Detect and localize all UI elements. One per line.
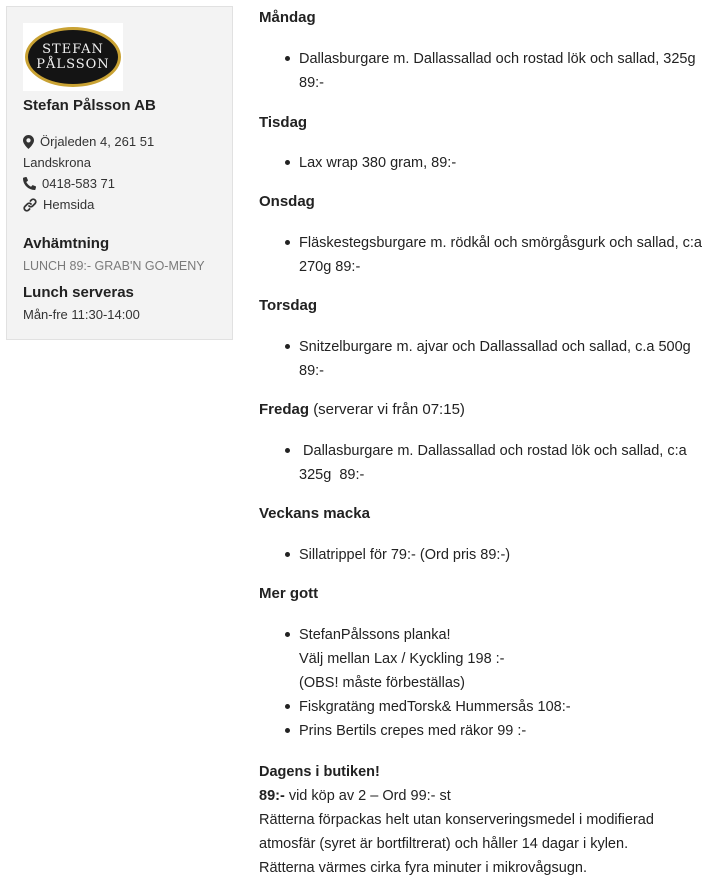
menu-item-wednesday: Fläskestegsburgare m. rödkål och smörgåsgurk och sallad, c:a 270g 89:-	[299, 231, 711, 279]
address-line2: Landskrona	[23, 155, 91, 170]
more-item-gratin: Fiskgratäng medTorsk& Hummersås 108:-	[299, 695, 711, 719]
pickup-heading: Avhämtning	[23, 235, 110, 252]
address-line1: Örjaleden 4, 261 51	[40, 134, 155, 149]
shop-text-line3: atmosfär (syret är bortfiltrerat) och håller 14 dagar i kylen.	[259, 836, 629, 852]
platter-line2: Välj mellan Lax / Kyckling 198 :-	[299, 651, 505, 667]
shop-section	[259, 760, 714, 880]
platter-line1: StefanPålssons planka!	[299, 627, 451, 643]
day-heading-wednesday: Onsdag	[259, 193, 315, 210]
platter-line3: (OBS! måste förbeställas)	[299, 675, 465, 691]
day-heading-thursday: Torsdag	[259, 297, 318, 314]
logo-text-line1: STEFAN	[42, 42, 104, 57]
restaurant-info-panel	[6, 6, 233, 340]
menu-item-monday: Dallasburgare m. Dallassallad och rostad lök och sallad, 325g 89:-	[299, 47, 711, 95]
friday-label: Fredag	[259, 401, 310, 418]
logo-text-line2: PÅLSSON	[36, 57, 110, 72]
more-item-crepes: Prins Bertils crepes med räkor 99 :-	[299, 719, 711, 743]
menu-item-thursday: Snitzelburgare m. ajvar och Dallassallad och sallad, c.a 500g 89:-	[299, 335, 711, 383]
weekly-sandwich-heading: Veckans macka	[259, 505, 370, 522]
map-marker-icon	[23, 135, 34, 149]
phone-number: 0418-583 71	[42, 176, 116, 191]
more-heading: Mer gott	[259, 585, 319, 602]
company-name: Stefan Pålsson AB	[23, 97, 156, 114]
link-icon	[23, 198, 37, 212]
more-item-platter	[299, 623, 711, 695]
website-label: Hemsida	[43, 197, 95, 212]
phone-icon	[23, 177, 36, 190]
day-heading-monday: Måndag	[259, 9, 316, 26]
restaurant-logo	[23, 23, 123, 91]
lunch-hours: Mån-fre 11:30-14:00	[23, 307, 140, 322]
menu-item-friday: Dallasburgare m. Dallassallad och rostad lök och sallad, c:a 325g 89:-	[299, 439, 711, 487]
shop-price-line	[259, 784, 714, 808]
shop-text-line4: Rätterna värmes cirka fyra minuter i mikrovågsugn.	[259, 860, 587, 876]
shop-price-text: vid köp av 2 – Ord 99:- st	[284, 788, 451, 804]
shop-price: 89:-	[259, 788, 285, 804]
shop-text-line2: Rätterna förpackas helt utan konserveringsmedel i modifierad	[259, 812, 654, 828]
weekly-sandwich-item: Sillatrippel för 79:- (Ord pris 89:-)	[299, 543, 711, 567]
pickup-subtitle: LUNCH 89:- GRAB'N GO-MENY	[23, 259, 205, 273]
shop-heading: Dagens i butiken!	[259, 764, 380, 780]
website-link[interactable]	[23, 197, 94, 212]
day-heading-friday	[259, 401, 465, 418]
address-row	[23, 134, 154, 149]
logo-emblem	[25, 27, 121, 87]
friday-note: (serverar vi från 07:15)	[313, 401, 465, 418]
day-heading-tuesday: Tisdag	[259, 114, 308, 131]
phone-row[interactable]	[23, 176, 115, 191]
menu-item-tuesday: Lax wrap 380 gram, 89:-	[299, 151, 711, 175]
lunch-heading: Lunch serveras	[23, 284, 134, 301]
